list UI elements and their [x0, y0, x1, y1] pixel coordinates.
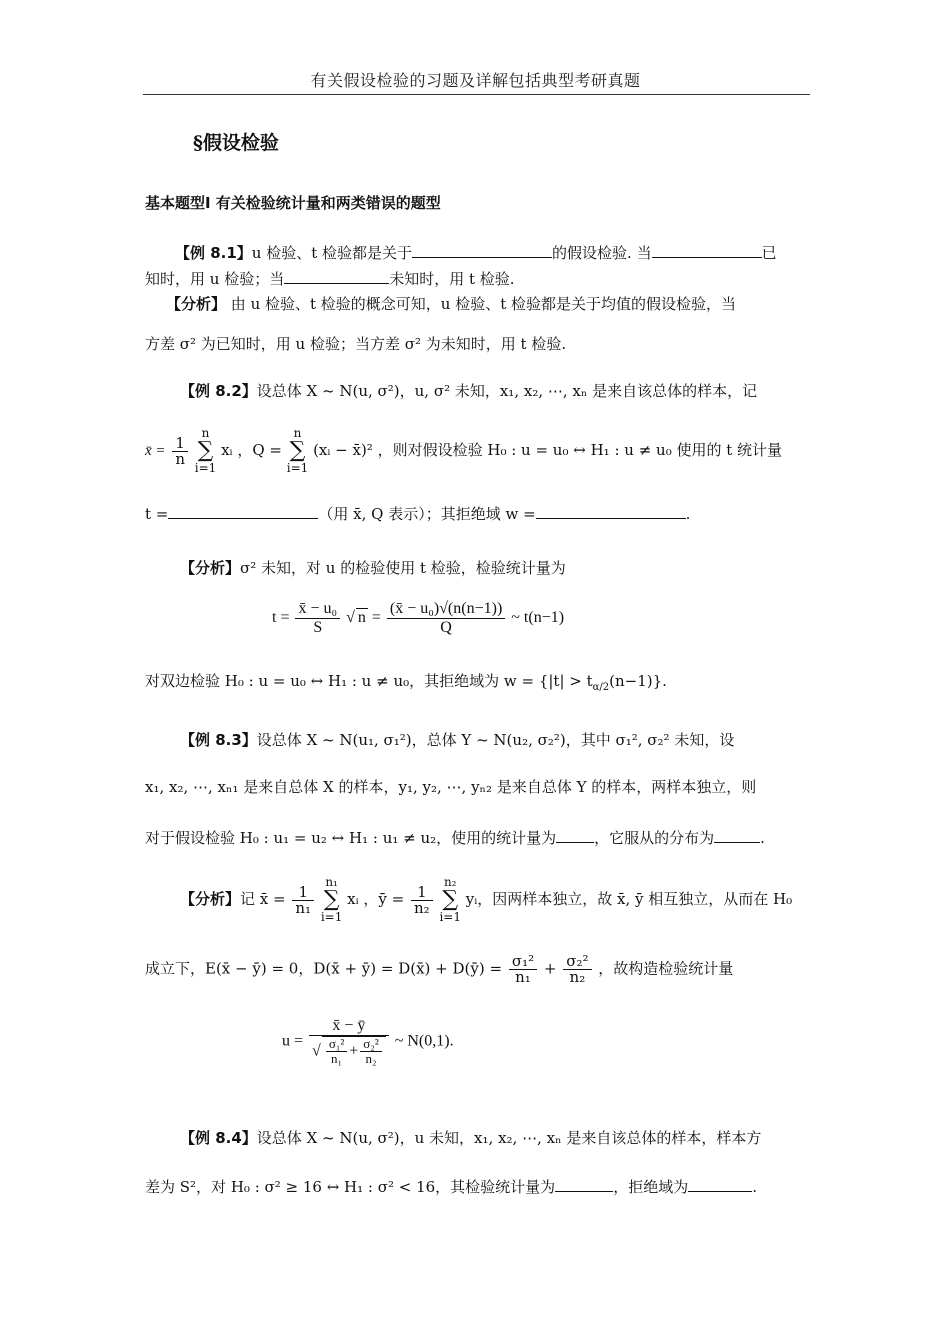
example-8-3-analysis-2	[145, 954, 733, 985]
text: (n−1)}.	[609, 672, 667, 690]
numerator: x̄ − ȳ	[309, 1017, 389, 1036]
text: t =	[272, 609, 290, 627]
text: σ² 未知，对 u 的检验使用 t 检验，检验统计量为	[240, 559, 566, 577]
denominator: n₂	[414, 898, 430, 917]
sum-lower: i=1	[286, 461, 309, 476]
denominator: n₂	[569, 968, 586, 986]
analysis-tag: 【分析】	[166, 295, 227, 313]
text: xᵢ ，Q =	[221, 441, 282, 460]
sum-symbol	[287, 427, 309, 475]
text: u =	[282, 1032, 304, 1050]
sum-symbol	[195, 427, 217, 475]
fraction	[309, 1017, 389, 1066]
numerator: σ₂²	[563, 954, 591, 970]
example-8-2-analysis-2	[145, 670, 667, 693]
answer-blank[interactable]	[714, 828, 760, 843]
text: 未知时，用 t 检验.	[389, 270, 515, 288]
fraction	[326, 1037, 347, 1067]
sum-lower: i=1	[320, 910, 343, 925]
text: =	[371, 609, 381, 627]
numerator: (x̄ − u₀)√(n(n−1))	[387, 600, 505, 619]
fraction	[292, 882, 314, 917]
topic-heading: 基本题型Ⅰ 有关检验统计量和两类错误的题型	[145, 194, 441, 212]
fraction	[563, 954, 591, 985]
text: 差为 S²，对 H₀ : σ² ≥ 16 ↔ H₁ : σ² < 16，其检验统计量为	[145, 1178, 556, 1196]
text: (xᵢ − x̄)² ，则对假设检验 H₀ : u = u₀ ↔ H₁ : u ≠ u₀ 使用的 t 统计量	[313, 441, 783, 460]
text: ~ t(n−1)	[511, 609, 565, 627]
example-8-3-analysis-1	[180, 876, 792, 924]
sqrt-radicand	[322, 1036, 386, 1067]
answer-blank[interactable]	[555, 1177, 613, 1192]
sum-lower: i=1	[194, 461, 217, 476]
example-8-2-line-1	[180, 380, 757, 401]
answer-blank[interactable]	[536, 504, 686, 519]
sigma-glyph: ∑	[289, 438, 306, 464]
t-statistic-formula: t = $\frac{\text{x̄ − u₀}}{S}$ √ n = $\frac{\text{(x̄ − u₀)√(n(n−1))}}{Q}$ ~ t(n−1)	[272, 600, 565, 636]
subscript: α/2	[592, 682, 610, 693]
numerator: σ₂²	[360, 1037, 381, 1052]
example-8-1-line-2	[145, 268, 515, 289]
example-8-1-analysis-1	[166, 293, 736, 314]
text: 成立下，E(x̄ − ȳ) = 0，D(x̄ + ȳ) = D(x̄) + D(ȳ) =	[145, 959, 503, 978]
sum-symbol	[321, 876, 343, 924]
example-8-2-line-2	[145, 427, 782, 475]
text: ，它服从的分布为	[594, 829, 715, 847]
example-8-4-line-1	[180, 1127, 761, 1148]
page-header-title: 有关假设检验的习题及详解包括典型考研真题	[310, 71, 641, 90]
section-title: §假设检验	[193, 132, 279, 154]
text: ，拒绝域为	[613, 1178, 689, 1196]
text: yᵢ，因两样本独立，故 x̄, ȳ 相互独立，从而在 H₀	[465, 890, 793, 909]
sigma-glyph: ∑	[442, 887, 459, 913]
text: +	[543, 959, 557, 978]
example-8-2-analysis-1	[180, 557, 566, 578]
numerator: 1	[292, 885, 314, 901]
denominator: n	[175, 449, 185, 468]
text: 已	[761, 244, 777, 262]
text: 设总体 X ~ N(u, σ²)，u, σ² 未知，x₁, x₂, ⋯, xₙ 是来自该总体的样本，记	[256, 382, 758, 400]
text: .	[760, 829, 765, 847]
denominator: n₁	[295, 898, 312, 917]
fraction	[172, 433, 188, 468]
numerator: σ₁²	[326, 1037, 347, 1052]
fraction	[411, 882, 433, 917]
example-8-3-line-1	[180, 729, 734, 750]
denominator: n₁	[331, 1050, 343, 1066]
text: 对于假设检验 H₀ : u₁ = u₂ ↔ H₁ : u₁ ≠ u₂，使用的统计量为	[145, 829, 557, 847]
sum-symbol	[439, 876, 461, 924]
answer-blank[interactable]	[652, 243, 762, 258]
denominator: n₂	[365, 1050, 377, 1066]
text: 对双边检验 H₀ : u = u₀ ↔ H₁ : u ≠ u₀，其拒绝域为 w = {|t| > t	[145, 672, 593, 690]
header-rule	[143, 94, 810, 95]
sum-upper: n	[201, 426, 210, 440]
fraction	[295, 600, 340, 637]
text: ~ N(0,1).	[394, 1032, 454, 1050]
text: x̄ =	[145, 443, 166, 460]
numerator: 1	[411, 885, 433, 901]
answer-blank[interactable]	[412, 243, 552, 258]
text: u 检验、t 检验都是关于	[251, 244, 413, 262]
analysis-tag: 【分析】	[180, 890, 241, 909]
answer-blank[interactable]	[688, 1177, 752, 1192]
text: 设总体 X ~ N(u₁, σ₁²)，总体 Y ~ N(u₂, σ₂²)，其中 σ₁², σ₂² 未知，设	[256, 731, 735, 749]
example-tag: 【例 8.2】	[180, 382, 257, 400]
example-tag: 【例 8.4】	[180, 1129, 257, 1147]
text: 的假设检验. 当	[552, 244, 652, 262]
sigma-glyph: ∑	[197, 438, 214, 464]
fraction	[387, 600, 505, 637]
numerator: x̄ − u₀	[295, 600, 340, 619]
text: t =	[145, 505, 169, 523]
sum-upper: n₂	[443, 875, 457, 889]
sum-upper: n₁	[325, 875, 338, 889]
text: 设总体 X ~ N(u, σ²)，u 未知，x₁, x₂, ⋯, xₙ 是来自该总体的样本，样本方	[256, 1129, 762, 1147]
text: +	[349, 1042, 359, 1060]
denominator: n₁	[515, 968, 531, 986]
sum-lower: i=1	[439, 910, 461, 925]
example-8-1-analysis-2: 方差 σ² 为已知时，用 u 检验；当方差 σ² 为未知时，用 t 检验.	[145, 335, 567, 353]
text: ，故构造检验统计量	[598, 959, 734, 978]
text: 由 u 检验、t 检验的概念可知，u 检验、t 检验都是关于均值的假设检验，当	[230, 295, 737, 313]
denominator: S	[313, 619, 323, 636]
answer-blank[interactable]	[168, 504, 318, 519]
denominator: √ $\frac{\text{σ₁²}}{\text{n₁}}$ + $\frac{\text{σ₂²}}{\text{n₂}}$	[309, 1036, 389, 1067]
text: .	[685, 505, 691, 523]
fraction	[360, 1037, 381, 1067]
denominator: Q	[440, 619, 452, 636]
fraction	[509, 954, 537, 985]
sqrt-radicand: n	[357, 609, 366, 627]
example-8-4-line-2	[145, 1176, 757, 1197]
analysis-tag: 【分析】	[180, 559, 241, 577]
text: .	[752, 1178, 757, 1196]
text: xᵢ ，ȳ =	[347, 890, 405, 909]
answer-blank[interactable]	[556, 828, 594, 843]
example-8-1-line-1	[175, 242, 777, 263]
example-tag: 【例 8.3】	[180, 731, 257, 749]
text: （用 x̄, Q 表示）；其拒绝域 w =	[318, 505, 536, 523]
numerator: σ₁²	[509, 954, 537, 970]
example-tag: 【例 8.1】	[175, 244, 252, 262]
sigma-glyph: ∑	[323, 887, 340, 913]
example-8-3-line-2: x₁, x₂, ⋯, xₙ₁ 是来自总体 X 的样本，y₁, y₂, ⋯, yₙ₂ 是来自总体 Y 的样本，两样本独立，则	[145, 778, 757, 796]
example-8-2-line-3	[145, 503, 690, 524]
numerator: 1	[172, 436, 188, 452]
text: 知时，用 u 检验；当	[145, 270, 285, 288]
example-8-3-line-3	[145, 827, 765, 848]
answer-blank[interactable]	[284, 269, 389, 284]
text: 记 x̄ =	[240, 890, 286, 909]
u-statistic-formula	[282, 1017, 454, 1066]
sum-upper: n	[293, 426, 302, 440]
